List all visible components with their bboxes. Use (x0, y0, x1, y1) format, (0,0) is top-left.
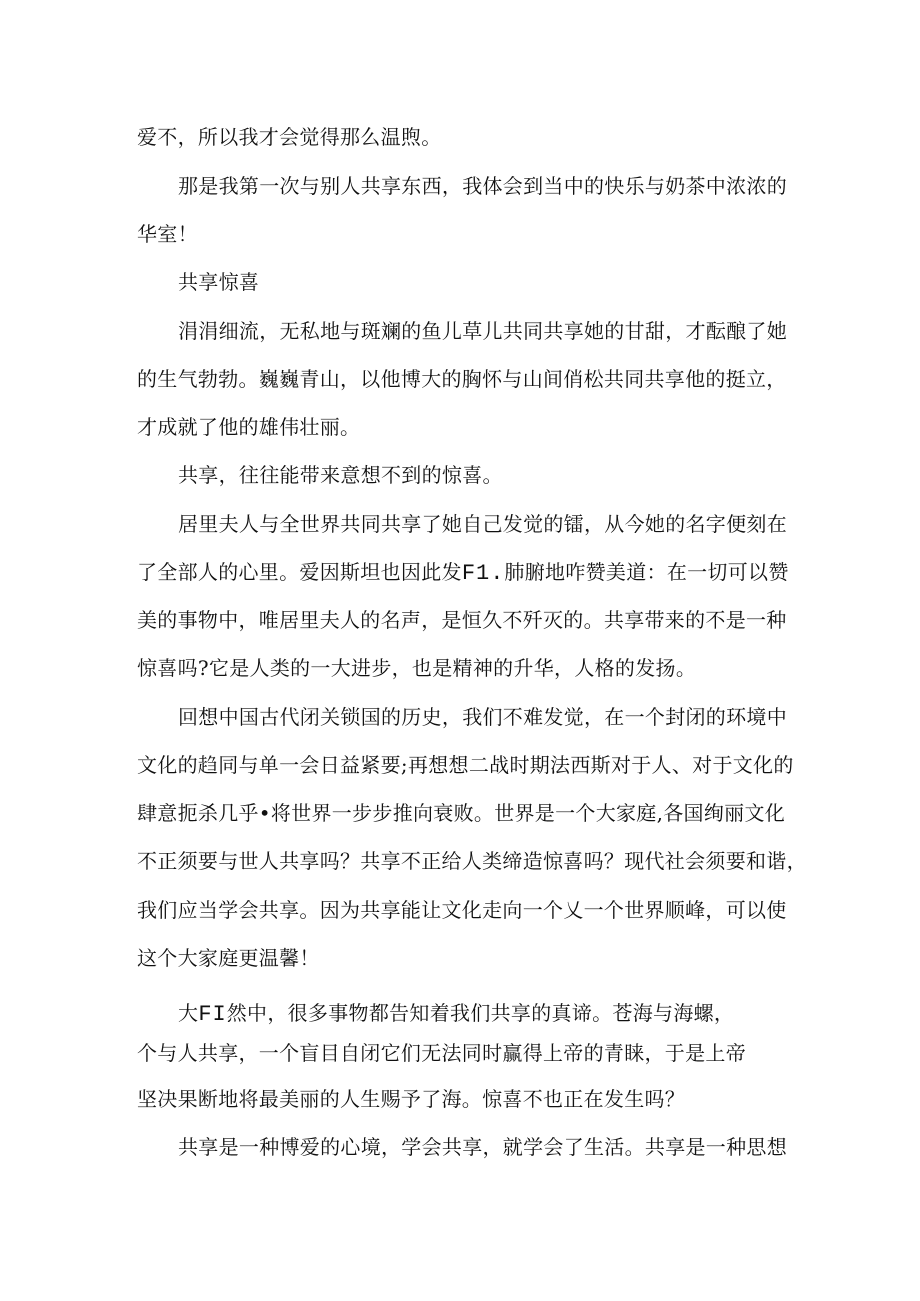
text-line: 不正须要与世人共享吗？共享不正给人类缔造惊喜吗？现代社会须要和谐， (137, 849, 807, 873)
text-line: 文化的趋同与单一会日益紧要;再想想二战时期法西斯对于人、对于文化的 (137, 753, 794, 777)
text-line: 回想中国古代闭关锁国的历史，我们不难发觉，在一个封闭的环境中 (178, 705, 787, 729)
text-line: 那是我第一次与别人共享东西，我体会到当中的快乐与奶茶中浓浓的 (178, 174, 787, 198)
text-line: 我们应当学会共享。因为共享能让文化走向一个乂一个世界顺峰，可以使 (137, 898, 787, 922)
text-line (178, 1000, 734, 1028)
text-line (137, 559, 789, 587)
text-fragment: 肺腑地咋赞美道：在一切可以赞 (504, 560, 789, 584)
text-line: 惊喜吗?它是人类的一大进步，也是精神的升华，人格的发扬。 (137, 656, 697, 680)
text-line: 华室！ (137, 222, 198, 246)
ocr-artifact: F1. (461, 561, 505, 586)
section-heading: 共享惊喜 (178, 270, 260, 294)
text-fragment: 大 (178, 1001, 199, 1025)
text-line: 共享，往往能带来意想不到的惊喜。 (178, 463, 503, 487)
ocr-artifact: FI (198, 1002, 227, 1027)
text-line: 涓涓细流，无私地与斑斓的鱼儿草儿共同共享她的甘甜，才酝酿了她 (178, 319, 787, 343)
text-line: 才成就了他的雄伟壮丽。 (137, 415, 361, 439)
text-fragment: 然中，很多事物都告知着我们共享的真谛。苍海与海螺， (226, 1001, 735, 1025)
text-line: 共享是一种博爱的心境，学会共享，就学会了生活。共享是一种思想 (178, 1135, 787, 1159)
text-line: 这个大家庭更温馨！ (137, 946, 320, 970)
text-line: 坚决果断地将最美丽的人生赐予了海。惊喜不也正在发生吗？ (137, 1087, 686, 1111)
text-line: 居里夫人与全世界共同共享了她自己发觉的镭，从今她的名字便刻在 (178, 512, 787, 536)
text-line: 肆意扼杀几乎•将世界一步步推向衰败。世界是一个大家庭,各国绚丽文化 (137, 801, 786, 825)
text-line: 爱不，所以我才会觉得那么温煦。 (137, 125, 442, 149)
text-line: 的生气勃勃。巍巍青山，以他博大的胸怀与山间俏松共同共享他的挺立， (137, 367, 787, 391)
text-line: 美的事物中，唯居里夫人的名声，是恒久不歼灭的。共享带来的不是一种 (137, 608, 787, 632)
text-fragment: 了全部人的心里。爱因斯坦也因此发 (137, 560, 462, 584)
text-line: 个与人共享，一个盲目自闭它们无法同时赢得上帝的青睐，于是上帝 (137, 1041, 746, 1065)
